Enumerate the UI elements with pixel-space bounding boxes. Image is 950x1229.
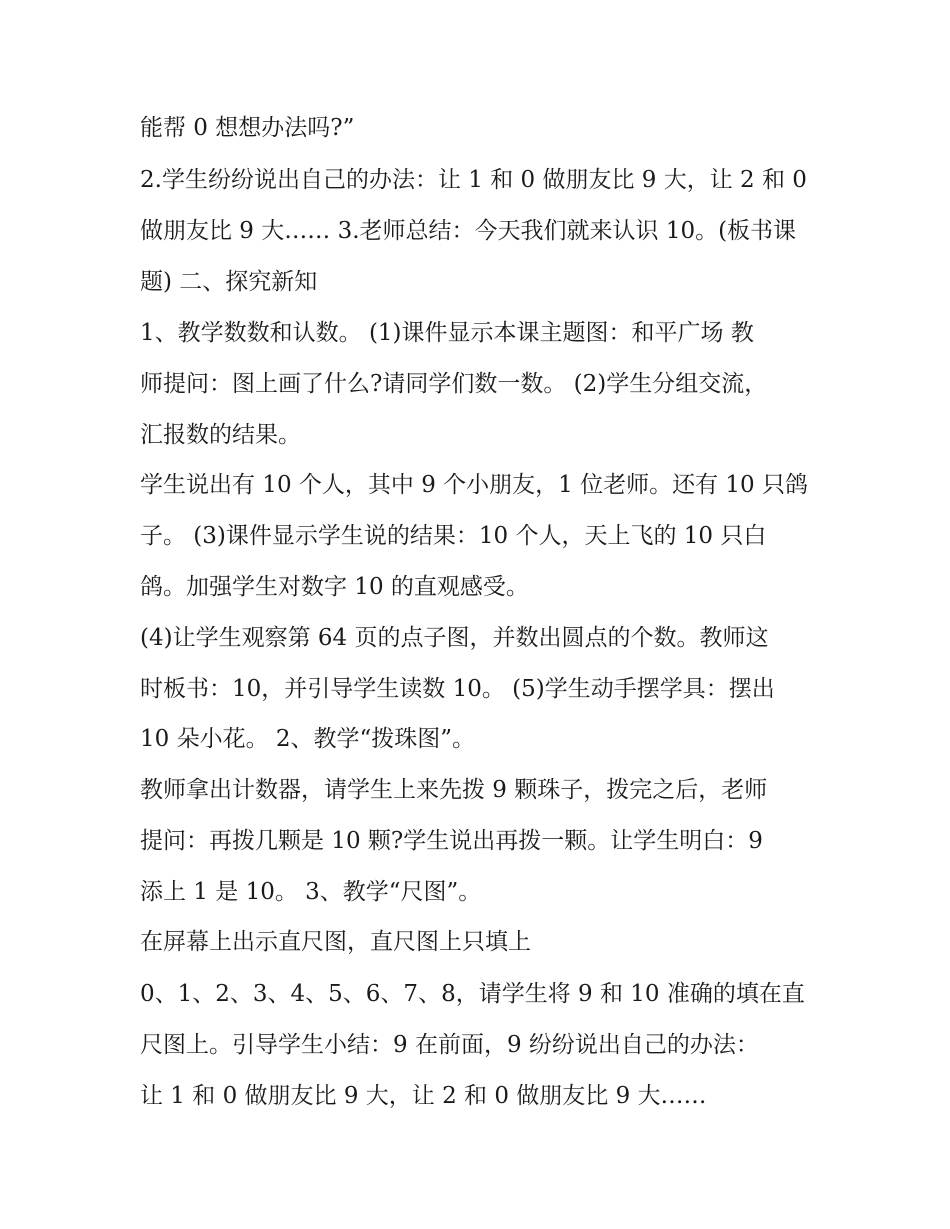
text-line: 在屏幕上出示直尺图，直尺图上只填上 <box>140 929 531 955</box>
text-line: 能帮 0 想想办法吗?” <box>140 115 355 141</box>
text-line: 尺图上。引导学生小结：9 在前面，9 纷纷说出自己的办法： <box>140 1032 759 1058</box>
text-line: 汇报数的结果。 <box>140 422 301 448</box>
text-line: (4)让学生观察第 64 页的点子图，并数出圆点的个数。教师这 <box>140 625 769 651</box>
text-line: 添上 1 是 10。 3、教学“尺图”。 <box>140 879 482 905</box>
text-line: 学生说出有 10 个人，其中 9 个小朋友，1 位老师。还有 10 只鸽 <box>140 472 808 498</box>
text-line: 1、教学数数和认数。 (1)课件显示本课主题图：和平广场 教 <box>140 320 754 346</box>
text-line: 教师拿出计数器，请学生上来先拨 9 颗珠子，拨完之后，老师 <box>140 777 768 803</box>
text-line: 子。 (3)课件显示学生说的结果：10 个人，天上飞的 10 只白 <box>140 523 767 549</box>
text-line: 鸽。加强学生对数字 10 的直观感受。 <box>140 574 529 600</box>
text-line: 10 朵小花。 2、教学“拨珠图”。 <box>140 726 476 752</box>
text-line: 题) 二、探究新知 <box>140 269 318 295</box>
text-line: 0、1、2、3、4、5、6、7、8，请学生将 9 和 10 准确的填在直 <box>140 981 805 1007</box>
text-line: 做朋友比 9 大…… 3.老师总结：今天我们就来认识 10。(板书课 <box>140 218 797 244</box>
text-line: 让 1 和 0 做朋友比 9 大，让 2 和 0 做朋友比 9 大…… <box>140 1083 707 1109</box>
text-line: 提问：再拨几颗是 10 颗?学生说出再拨一颗。让学生明白：9 <box>140 828 763 854</box>
text-line: 2.学生纷纷说出自己的办法：让 1 和 0 做朋友比 9 大，让 2 和 0 <box>140 167 807 193</box>
text-line: 时板书：10，并引导学生读数 10。 (5)学生动手摆学具：摆出 <box>140 676 775 702</box>
text-line: 师提问：图上画了什么?请同学们数一数。 (2)学生分组交流， <box>140 371 768 397</box>
